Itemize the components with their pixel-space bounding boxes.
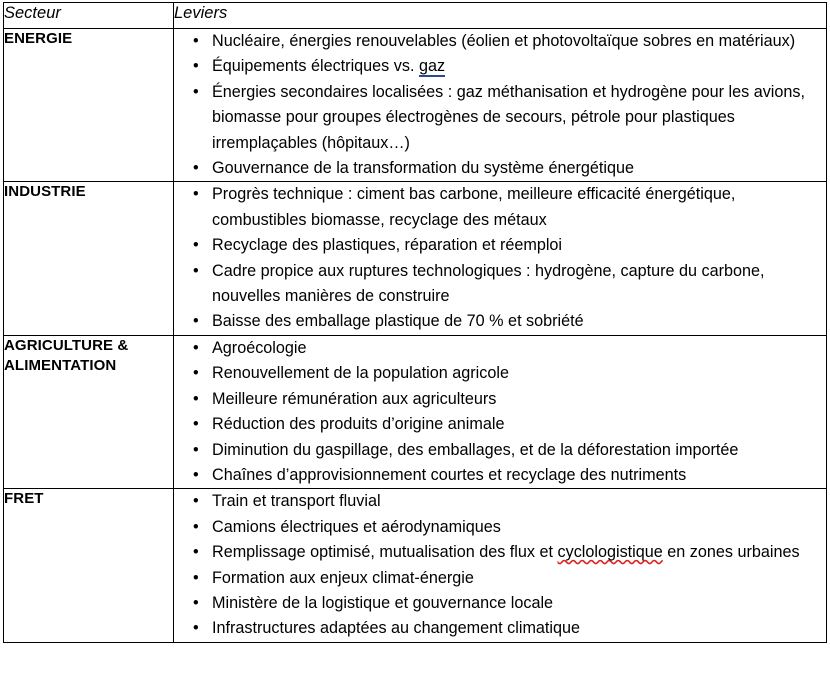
lever-item <box>185 412 826 437</box>
lever-item <box>185 566 826 591</box>
sector-cell: AGRICULTURE & ALIMENTATION <box>4 335 174 488</box>
levers-cell <box>174 29 827 182</box>
lever-text: Remplissage optimisé, mutualisation des flux et <box>212 543 558 562</box>
table-body <box>4 29 827 643</box>
lever-item <box>185 489 826 514</box>
lever-text: Équipements électriques vs. <box>212 57 419 76</box>
sector-cell: INDUSTRIE <box>4 182 174 335</box>
sectors-levers-table <box>3 2 827 643</box>
lever-text: Chaînes d’approvisionnement courtes et recyclage des nutriments <box>212 465 687 484</box>
sector-cell: ENERGIE <box>4 29 174 182</box>
levers-cell <box>174 489 827 642</box>
lever-item <box>185 29 826 54</box>
lever-text: en zones urbaines <box>662 543 800 562</box>
lever-item <box>185 540 826 565</box>
lever-item <box>185 591 826 616</box>
table-header <box>4 3 827 29</box>
document-page <box>0 2 830 693</box>
lever-text: Infrastructures adaptées au changement climatique <box>212 619 581 638</box>
lever-list <box>174 182 826 334</box>
lever-list <box>174 29 826 181</box>
lever-text: Baisse des emballage plastique de 70 % et sobriété <box>212 312 584 331</box>
lever-text: Recyclage des plastiques, réparation et réemploi <box>212 236 563 255</box>
lever-item <box>185 233 826 258</box>
lever-text: Cadre propice aux ruptures technologiques : hydrogène, capture du carbone, nouvelles manières de construire <box>212 261 765 306</box>
lever-text: Progrès technique : ciment bas carbone, meilleure efficacité énergétique, combustibles biomasse, recyclage des métaux <box>212 185 736 229</box>
lever-text: Formation aux enjeux climat-énergie <box>212 568 474 587</box>
lever-item <box>185 463 826 488</box>
lever-text: Diminution du gaspillage, des emballages, et de la déforestation importée <box>212 440 739 459</box>
lever-text: Train et transport fluvial <box>212 492 381 511</box>
sector-cell: FRET <box>4 489 174 642</box>
lever-text: Énergies secondaires localisées : gaz méthanisation et hydrogène pour les avions, biomasse pour groupes électrogènes de secours, pétrole pour plastiques irremplaçables (hôpitaux…) <box>212 82 805 152</box>
table-row <box>4 489 827 642</box>
spelling-error-text[interactable]: cyclologistique <box>557 543 663 562</box>
lever-text: Agroécologie <box>212 338 307 357</box>
lever-item <box>185 54 826 79</box>
lever-text: Nucléaire, énergies renouvelables (éolien et photovoltaïque sobres en matériaux) <box>212 32 796 50</box>
lever-list <box>174 489 826 641</box>
levers-cell <box>174 335 827 488</box>
lever-text: Réduction des produits d’origine animale <box>212 415 505 434</box>
lever-item <box>185 515 826 540</box>
lever-text: Meilleure rémunération aux agriculteurs <box>212 389 497 408</box>
lever-item <box>185 438 826 463</box>
levers-cell <box>174 182 827 335</box>
lever-item <box>185 336 826 361</box>
lever-item <box>185 387 826 412</box>
table-header-row <box>4 3 827 29</box>
lever-text: Ministère de la logistique et gouvernance locale <box>212 593 554 612</box>
lever-item <box>185 80 826 156</box>
lever-item <box>185 309 826 334</box>
column-header-leviers: Leviers <box>174 3 827 29</box>
lever-item <box>185 182 826 233</box>
lever-item <box>185 156 826 181</box>
table-row <box>4 29 827 182</box>
lever-item <box>185 361 826 386</box>
lever-item <box>185 616 826 641</box>
column-header-secteur: Secteur <box>4 3 174 29</box>
table-row <box>4 335 827 488</box>
lever-text: Camions électriques et aérodynamiques <box>212 517 501 536</box>
lever-text: Gouvernance de la transformation du système énergétique <box>212 159 635 178</box>
lever-item <box>185 259 826 310</box>
lever-text: Renouvellement de la population agricole <box>212 364 509 383</box>
table-row <box>4 182 827 335</box>
smart-link-text[interactable]: gaz <box>418 57 446 76</box>
lever-list <box>174 336 826 488</box>
